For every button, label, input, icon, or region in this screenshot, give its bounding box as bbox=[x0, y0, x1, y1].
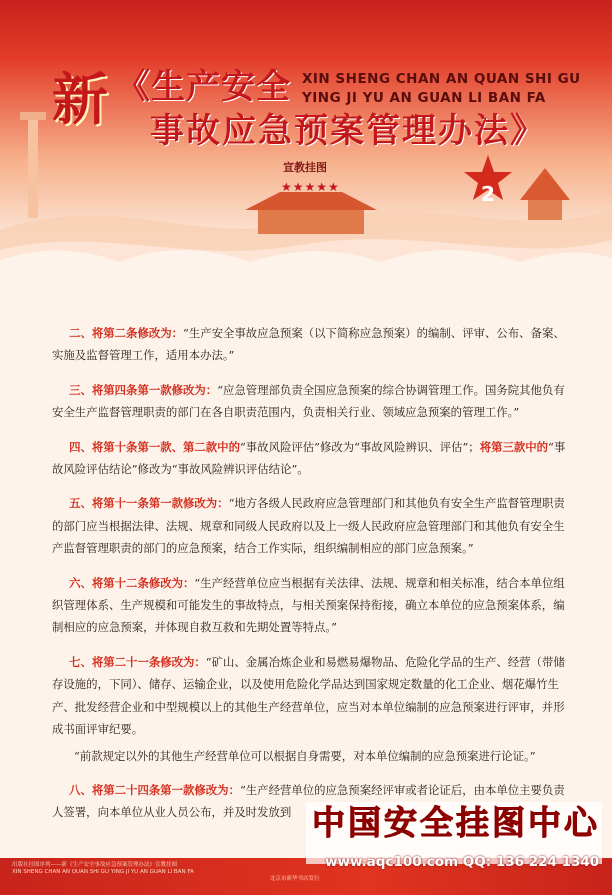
paragraph-heading: 五、将第十一条第一款修改为： bbox=[69, 496, 229, 511]
title-big-char: 新 bbox=[52, 67, 108, 133]
column-icon bbox=[28, 118, 38, 218]
watermark-contact: www.aqc100.com QQ: 136 224 1340 bbox=[325, 854, 600, 870]
paragraph-4 bbox=[52, 436, 574, 481]
footer-small-text bbox=[12, 862, 232, 876]
star-row-icon: ★★★★★ bbox=[281, 180, 340, 194]
article-body bbox=[52, 322, 574, 836]
paragraph-text: “地方各级人民政府应急管理部门和其他负有安全生产监督管理职责的部门应当根据法律、法规、规章和同级人民政府以及上一级人民政府应急管理部门和其他负有安全生产监督管理职责的部门的应急预案，结合工作实际，组织编制相应的部门应急预案。” bbox=[52, 496, 565, 556]
paragraph-text: “事故风险评估”修改为“事故风险辨识、评估”； bbox=[239, 439, 480, 454]
footer-pinyin-line: XIN SHENG CHAN AN QUAN SHI GU YING JI YU AN GUAN LI BAN FA bbox=[12, 869, 194, 875]
pinyin-line-1: XIN SHENG CHAN AN QUAN SHI GU bbox=[302, 71, 581, 87]
paragraph-text-2: “事故风险评估结论”修改为“事故风险辨识评估结论”。 bbox=[52, 439, 566, 477]
paragraph-heading-2: 将第三款中的 bbox=[479, 439, 549, 454]
temple-icon bbox=[520, 168, 570, 200]
paragraph-text: “生产安全事故应急预案（以下简称应急预案）的编制、评审、公布、备案、实施及监督管理工作，适用本办法。” bbox=[52, 326, 565, 363]
gate-tower-icon bbox=[245, 192, 377, 210]
paragraph-heading: 四、将第十条第一款、第二款中的 bbox=[69, 439, 240, 454]
paragraph-text: “生产经营单位应当根据有关法律、法规、规章和相关标准，结合本单位组织管理体系、生产规模和可能发生的事故特点，与相关预案保持衔接，确立本单位的应急预案体系，编制相应的应急预案，并体现自救互救和先期处置等特点。” bbox=[52, 575, 565, 635]
paragraph-heading: 六、将第十二条修改为： bbox=[69, 575, 195, 590]
paragraph-5 bbox=[52, 492, 574, 559]
title-line-2: 事故应急预案管理办法》 bbox=[150, 111, 546, 151]
paragraph-7-continuation: “前款规定以外的其他生产经营单位可以根据自身需要，对本单位编制的应急预案进行论证。” bbox=[74, 748, 536, 763]
title-line-1: 《生产安全 bbox=[116, 67, 291, 107]
pinyin-title bbox=[302, 70, 581, 108]
paragraph-heading: 三、将第四条第一款修改为： bbox=[69, 382, 218, 397]
sheet-number: 2 bbox=[481, 182, 495, 206]
paragraph-text: “生产经营单位的应急预案经评审或者论证后，由本单位主要负责人签署，向本单位从业人员公布，并及时发放到 bbox=[52, 782, 565, 820]
paragraph-heading: 二、将第二条修改为： bbox=[69, 326, 184, 340]
footer-publisher-line: 出版社挂图序列——新《生产安全事故应急预案管理办法》宣教挂图 bbox=[12, 862, 178, 868]
paragraph-text: “矿山、金属冶炼企业和易燃易爆物品、危险化学品的生产、经营（带储存设施的，下同）、储存、运输企业，以及使用危险化学品达到国家规定数量的化工企业、烟花爆竹生产、批发经营企业和中型规模以上的其他生产经营单位，应当对本单位编制的应急预案进行评审，并形成书面评审纪要。 bbox=[52, 654, 565, 737]
paragraph-heading: 八、将第二十四条第一款修改为： bbox=[69, 782, 240, 797]
paragraph-3 bbox=[52, 379, 574, 424]
poster-header bbox=[0, 0, 612, 320]
paragraph-6 bbox=[52, 572, 574, 639]
footer-distributor: 北京市新华书店发行 bbox=[270, 876, 320, 882]
paragraph-2 bbox=[52, 322, 574, 367]
watermark-title: 中国安全挂图中心 bbox=[312, 803, 600, 842]
paragraph-text: “应急管理部负责全国应急预案的综合协调管理工作。国务院其他负有安全生产监督管理职责的部门在各自职责范围内，负责相关行业、领域应急预案的管理工作。” bbox=[52, 382, 565, 420]
paragraph-heading: 七、将第二十一条修改为： bbox=[69, 654, 206, 669]
tag-label: 宣教挂图 bbox=[283, 161, 327, 174]
paragraph-7 bbox=[52, 651, 574, 741]
pinyin-line-2: YING JI YU AN GUAN LI BAN FA bbox=[302, 90, 546, 106]
